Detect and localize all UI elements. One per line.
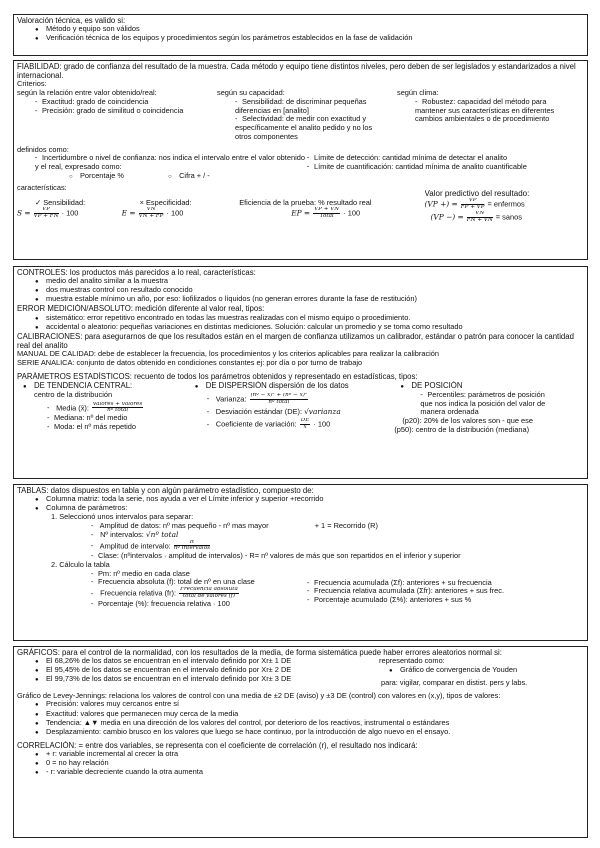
tendencia-central-block bbox=[17, 381, 195, 435]
criterio-item: - Exactitud: grado de coincidencia bbox=[17, 98, 217, 107]
criterio-item: - Robustez: capacidad del método para mantener sus características en diferentes cambios ambientales o de procedimiento bbox=[397, 98, 575, 124]
vp-negativo-formula bbox=[425, 211, 584, 224]
graficos-box bbox=[13, 646, 588, 838]
media-fraction bbox=[92, 402, 143, 415]
sens-den: VP + FN bbox=[33, 213, 59, 220]
normalidad-item: ● El 99,73% de los datos se encuentran en el intervalo definido por Xr± 3 DE bbox=[17, 675, 377, 684]
sensibilidad-formula bbox=[17, 207, 122, 220]
espec-num: VN bbox=[139, 207, 164, 214]
amplitud-datos-row bbox=[17, 522, 584, 531]
criterio-head: según su capacidad: bbox=[217, 89, 285, 98]
mediana-item: - Mediana: nº del medio bbox=[17, 414, 195, 423]
desviacion-formula bbox=[195, 408, 395, 417]
recorrido: + 1 = Recorrido (R) bbox=[314, 522, 378, 531]
varianza-fraction bbox=[250, 393, 309, 406]
eficiencia-fraction bbox=[313, 207, 340, 220]
fiabilidad-intro: FIABILIDAD: grado de confianza del resultado de la muestra. Cada método y equipo tiene distintos niveles, pero deben de ser legislados y estandarizados a nivel internacional. bbox=[17, 62, 576, 81]
sensibilidad-label: ✓ Sensibilidad: bbox=[35, 198, 86, 207]
media-label: Media (x̄): bbox=[56, 402, 89, 412]
var-den: nº total bbox=[268, 398, 290, 405]
eficiencia-lhs: EP = bbox=[291, 208, 311, 218]
representado-como: representado como: bbox=[379, 657, 445, 666]
criterio-head: según clima: bbox=[397, 89, 439, 98]
vp-positivo-formula bbox=[425, 198, 584, 211]
porcentaje-acumulado: - Porcentaje acumulado (Σ%): anteriores + sus % bbox=[307, 596, 577, 605]
sensibilidad-block bbox=[17, 199, 122, 224]
media-den: nº total bbox=[107, 407, 129, 414]
calculo-left bbox=[17, 570, 307, 609]
limite-cuantificacion: · Límite de cuantificación: cantidad mínima de analito cuantificable bbox=[307, 163, 537, 172]
moda-item: - Moda: el nº más repetido bbox=[17, 423, 195, 432]
controles-box bbox=[13, 266, 588, 479]
correlacion-title: CORRELACIÓN: = entre dos variables, se representa con el coeficiente de correlación (r), el resultado nos indicará: bbox=[17, 740, 418, 750]
eficiencia-label: Eficiencia de la prueba: % resultado real bbox=[239, 198, 372, 207]
controles-title: CONTROLES: los productos más parecidos a lo real, características: bbox=[17, 268, 256, 277]
normalidad-item: ● El 68,26% de los datos se encuentran en el intervalo definido por Xr± 1 DE bbox=[17, 657, 377, 666]
n-intervalos-expr: √nº total bbox=[145, 530, 179, 539]
eficiencia-block bbox=[239, 199, 424, 224]
valoracion-title: Valoración técnica, es valido si: bbox=[17, 16, 126, 25]
vpp-fraction bbox=[461, 198, 485, 211]
dispersion-block bbox=[195, 381, 395, 435]
n-intervalos-row bbox=[17, 531, 584, 540]
desviacion-label: Desviación estándar (DE): bbox=[215, 407, 303, 416]
vpn-lhs: (VP −) = bbox=[430, 212, 464, 221]
serie-analitica-text: SERIE ANALICA: conjunto de datos obtenido en condiciones constantes ej: por día o por turno de trabajo bbox=[17, 358, 363, 367]
especificidad-lhs: E = bbox=[121, 208, 136, 218]
correlacion-item: ● 0 = no hay relación bbox=[17, 759, 584, 768]
frecuencia-relativa-row bbox=[17, 587, 307, 600]
criterio-head: según la relación entre valor obtenido/real: bbox=[17, 89, 157, 98]
valoracion-item: ● Verificación técnica de los equipos y procedimientos según los parámetros establecidos en la fase de validación bbox=[17, 34, 584, 43]
media-formula bbox=[17, 402, 195, 415]
error-item: ● sistemático: error repetitivo encontrado en todas las muestras realizadas con el mismo equipo o procedimiento. bbox=[17, 314, 584, 323]
coef-den: x̄ bbox=[303, 424, 307, 431]
correlacion-item: ● + r: variable incremental al crecer la otra bbox=[17, 750, 584, 759]
especificidad-block bbox=[122, 199, 240, 224]
efic-times: · 100 bbox=[343, 208, 361, 218]
tablas-box bbox=[13, 484, 588, 641]
controles-item: ● muestra estable mínimo un año, por eso: liofilizados o líquidos (no generan errores durante la fase de restitución) bbox=[17, 295, 584, 304]
especificidad-formula bbox=[122, 207, 240, 220]
fiabilidad-box bbox=[13, 60, 588, 260]
varianza-label: Varianza: bbox=[215, 394, 247, 404]
criterio-item: - Sensibilidad: de discriminar pequeñas diferencias en [analito] bbox=[217, 98, 385, 115]
youden-item: ● Gráfico de convergencia de Youden bbox=[377, 666, 582, 675]
efic-den: Total bbox=[319, 213, 334, 220]
varianza-formula bbox=[195, 393, 395, 406]
coeficiente-formula bbox=[195, 418, 395, 431]
controles-item: ● dos muestras control con resultado conocido bbox=[17, 286, 584, 295]
percentiles-item: - Percentiles: parámetros de posición que nos indica la posición del valor de manera ordenada bbox=[394, 391, 555, 417]
n-intervalos-label: Nº intervalos: bbox=[100, 530, 144, 539]
step-1: 1. Seleccionó unos intervalos para separar: bbox=[51, 513, 194, 522]
sens-num: VP bbox=[34, 207, 59, 214]
tendencia-head: ● DE TENDENCIA CENTRAL: bbox=[17, 381, 195, 391]
caracteristicas-head: características: bbox=[17, 183, 67, 192]
vpn-fraction bbox=[467, 211, 493, 224]
criterio-clima bbox=[397, 89, 582, 141]
coeficiente-label: Coeficiente de variación: bbox=[215, 419, 297, 429]
vpn-rhs: = sanos bbox=[495, 212, 522, 221]
amplitud-intervalo-fraction bbox=[174, 540, 210, 553]
columna-matriz: ● Columna matriz: toda la serie, nos ayuda a ver el Límite inferior y superior +recorrido bbox=[17, 495, 584, 504]
porcentaje-item: - Porcentaje (%): frecuencia relativa · 100 bbox=[17, 600, 307, 609]
posicion-block bbox=[394, 381, 584, 435]
eficiencia-formula bbox=[239, 207, 424, 220]
vpn-num: VN bbox=[467, 211, 493, 218]
vpp-lhs: (VP +) = bbox=[424, 199, 458, 209]
sensibilidad-lhs: S = bbox=[17, 208, 31, 218]
criterio-relacion bbox=[17, 89, 217, 141]
step-2: 2. Cálculo la tabla bbox=[51, 561, 110, 569]
levey-item: ● Exactitud: valores que permanecen muy cerca de la media bbox=[17, 710, 584, 719]
p20-item: (p20): 20% de los valores son - que ese bbox=[402, 417, 533, 426]
vpn-den: FN + VN bbox=[466, 216, 493, 223]
frel-den: total de valores (f) bbox=[182, 593, 236, 600]
error-item: ● accidental o aleatorio: pequeñas variaciones en distintas mediciones. Solución: calcular un promedio y se toma como resultado bbox=[17, 323, 584, 332]
frecuencia-acumulada: - Frecuencia acumulada (Σf): anteriores + su frecuencia bbox=[307, 579, 577, 588]
valor-predictivo-block bbox=[425, 189, 584, 224]
definidos-left bbox=[17, 154, 307, 181]
tendencia-sub: centro de la distribución bbox=[34, 390, 113, 399]
porcentaje-item: ○ Porcentaje % bbox=[69, 172, 124, 180]
definidos-head: definidos como: bbox=[17, 145, 69, 154]
especificidad-fraction bbox=[139, 207, 164, 220]
manual-calidad-text: MANUAL DE CALIDAD: debe de establecer la frecuencia, los procedimientos y los criterios aplicables para realizar la calibración bbox=[17, 350, 440, 359]
definidos-right bbox=[307, 154, 577, 181]
frecuencia-relativa-fraction bbox=[179, 587, 239, 600]
vpp-rhs: = enfermos bbox=[487, 199, 525, 209]
levey-item: ● Precisión: valores muy cercanos entre sí bbox=[17, 700, 584, 709]
dispersion-head: ● DE DISPERSIÓN dispersión de los datos bbox=[195, 381, 395, 391]
espec-den: VN + FP bbox=[138, 213, 164, 220]
definidos-columns bbox=[17, 154, 584, 181]
incertidumbre-subitems bbox=[17, 172, 307, 181]
youden-block bbox=[377, 648, 582, 688]
controles-item: ● medio del analito similar a la muestra bbox=[17, 277, 584, 286]
criterio-capacidad bbox=[217, 89, 397, 141]
parametros-columns bbox=[17, 381, 584, 435]
posicion-head: ● DE POSICIÓN bbox=[394, 381, 584, 391]
incertidumbre-text: · Incertidumbre o nivel de confianza: nos indica el intervalo entre el valor obtenido y el real, expresado como: bbox=[17, 154, 305, 171]
levey-jennings-text: Gráfico de Levey-Jennings: relaciona los valores de control con una media de ±2 DE (aviso) y ±3 DE (control) con valores en (x,y), tipos de valores: bbox=[17, 690, 501, 700]
calibraciones-text: CALIBRACIONES: para asegurarnos de que los resultados están en el margen de confianza utilizamos un calibrador, estándar o patrón para conocer la cantidad real del analito bbox=[17, 331, 574, 350]
amp-int-den: nº intervalos bbox=[173, 545, 210, 552]
graficos-columns bbox=[17, 648, 584, 688]
graficos-title: GRÁFICOS: para el control de la normalidad, con los resultados de la media, de forma sistemática puede haber errores aleatorios normal si: bbox=[17, 648, 502, 657]
frecuencia-absoluta: - Frecuencia absoluta (f): total de nº en una clase bbox=[17, 578, 307, 587]
criterios-columns bbox=[17, 89, 584, 141]
media-num: valores + valores bbox=[92, 401, 143, 407]
error-title: ERROR MEDICIÓN/ABSOLUTO: medición diferente al valor real, tipos: bbox=[17, 304, 265, 314]
amp-int-num: R bbox=[174, 540, 210, 547]
caracteristicas-formulas bbox=[17, 188, 584, 224]
tablas-title: TABLAS: datos dispuestos en tabla y con algún parámetro estadístico, compuesto de: bbox=[17, 486, 314, 495]
desviacion-expr: √varianza bbox=[304, 407, 341, 416]
levey-item: ● Tendencia: ▲▼ media en una dirección de los valores del control, por deterioro de los reactivos, instrumental o estándares bbox=[17, 719, 584, 728]
normalidad-list bbox=[17, 648, 377, 688]
amplitud-intervalo-row bbox=[17, 540, 584, 553]
criterio-item: - Selectividad: de medir con exactitud y específicamente el analito pedido y no los otros componentes bbox=[217, 115, 390, 141]
parametros-title: PARÁMETROS ESTADÍSTICOS: recuento de todos los parámetros obtenidos y representado en estadísticas, tipos: bbox=[17, 371, 418, 381]
youden-para: para: vigilar, comparar en distist. pers y labs. bbox=[381, 679, 528, 687]
efic-num: VP + VN bbox=[314, 207, 340, 213]
clase-row: - Clase: (nºintervalos · amplitud de intervalos) - R= nº valores de más que son repartidos en el inferior y superior bbox=[17, 552, 584, 561]
especificidad-label: × Especificidad: bbox=[139, 198, 192, 207]
amplitud-intervalo-label: Amplitud de intervalo: bbox=[99, 540, 171, 550]
coef-rhs: · 100 bbox=[313, 419, 331, 429]
coef-num: DE bbox=[300, 418, 310, 424]
levey-item: ● Desplazamiento: cambio brusco en los valores que luego se hace continuo, por la introducción de algo nuevo en el ensayo. bbox=[17, 728, 584, 737]
amplitud-datos: Amplitud de datos: nº mas pequeño - nº mas mayor bbox=[99, 522, 269, 531]
criterio-item: - Precisión: grado de similitud o coincidencia bbox=[17, 107, 185, 116]
vpp-num: VP bbox=[461, 198, 485, 205]
columna-parametros: ● Columna de parámetros: bbox=[17, 504, 584, 513]
espec-times: · 100 bbox=[166, 208, 184, 218]
correlacion-item: ● - r: variable decreciente cuando la otra aumenta bbox=[17, 768, 584, 777]
criterios-label: Criterios: bbox=[17, 80, 47, 89]
valoracion-item: ● Método y equipo son válidos bbox=[17, 25, 584, 34]
frecuencia-relativa-acumulada: - Frecuencia relativa acumulada (Σfr): anteriores + sus frec. bbox=[307, 587, 577, 596]
frecuencia-relativa-label: Frecuencia relativa (fr): bbox=[100, 588, 177, 598]
frel-num: Frecuencia absoluta bbox=[180, 587, 238, 593]
valoracion-box bbox=[13, 14, 588, 56]
cifra-item: ○ Cifra + / - bbox=[168, 172, 210, 180]
valor-predictivo-label: Valor predictivo del resultado: bbox=[424, 188, 530, 198]
pm-item: - Pm: nº medio en cada clase bbox=[17, 570, 307, 579]
sens-times: · 100 bbox=[61, 208, 79, 218]
calculo-columns bbox=[17, 570, 584, 609]
limite-deteccion: · Límite de detección: cantidad mínima de detectar el analito bbox=[307, 154, 577, 163]
var-num: (nº − x̄)² + (nº − x̄)² bbox=[250, 392, 308, 398]
vpp-den: FP + VP bbox=[460, 203, 485, 210]
normalidad-item: ● El 95,45% de los datos se encuentran en el intervalo definido por Xr± 2 DE bbox=[17, 666, 377, 675]
calculo-right bbox=[307, 570, 577, 609]
sensibilidad-fraction bbox=[34, 207, 59, 220]
p50-item: (p50): centro de la distribución (mediana) bbox=[394, 425, 530, 434]
coeficiente-fraction bbox=[300, 418, 311, 431]
